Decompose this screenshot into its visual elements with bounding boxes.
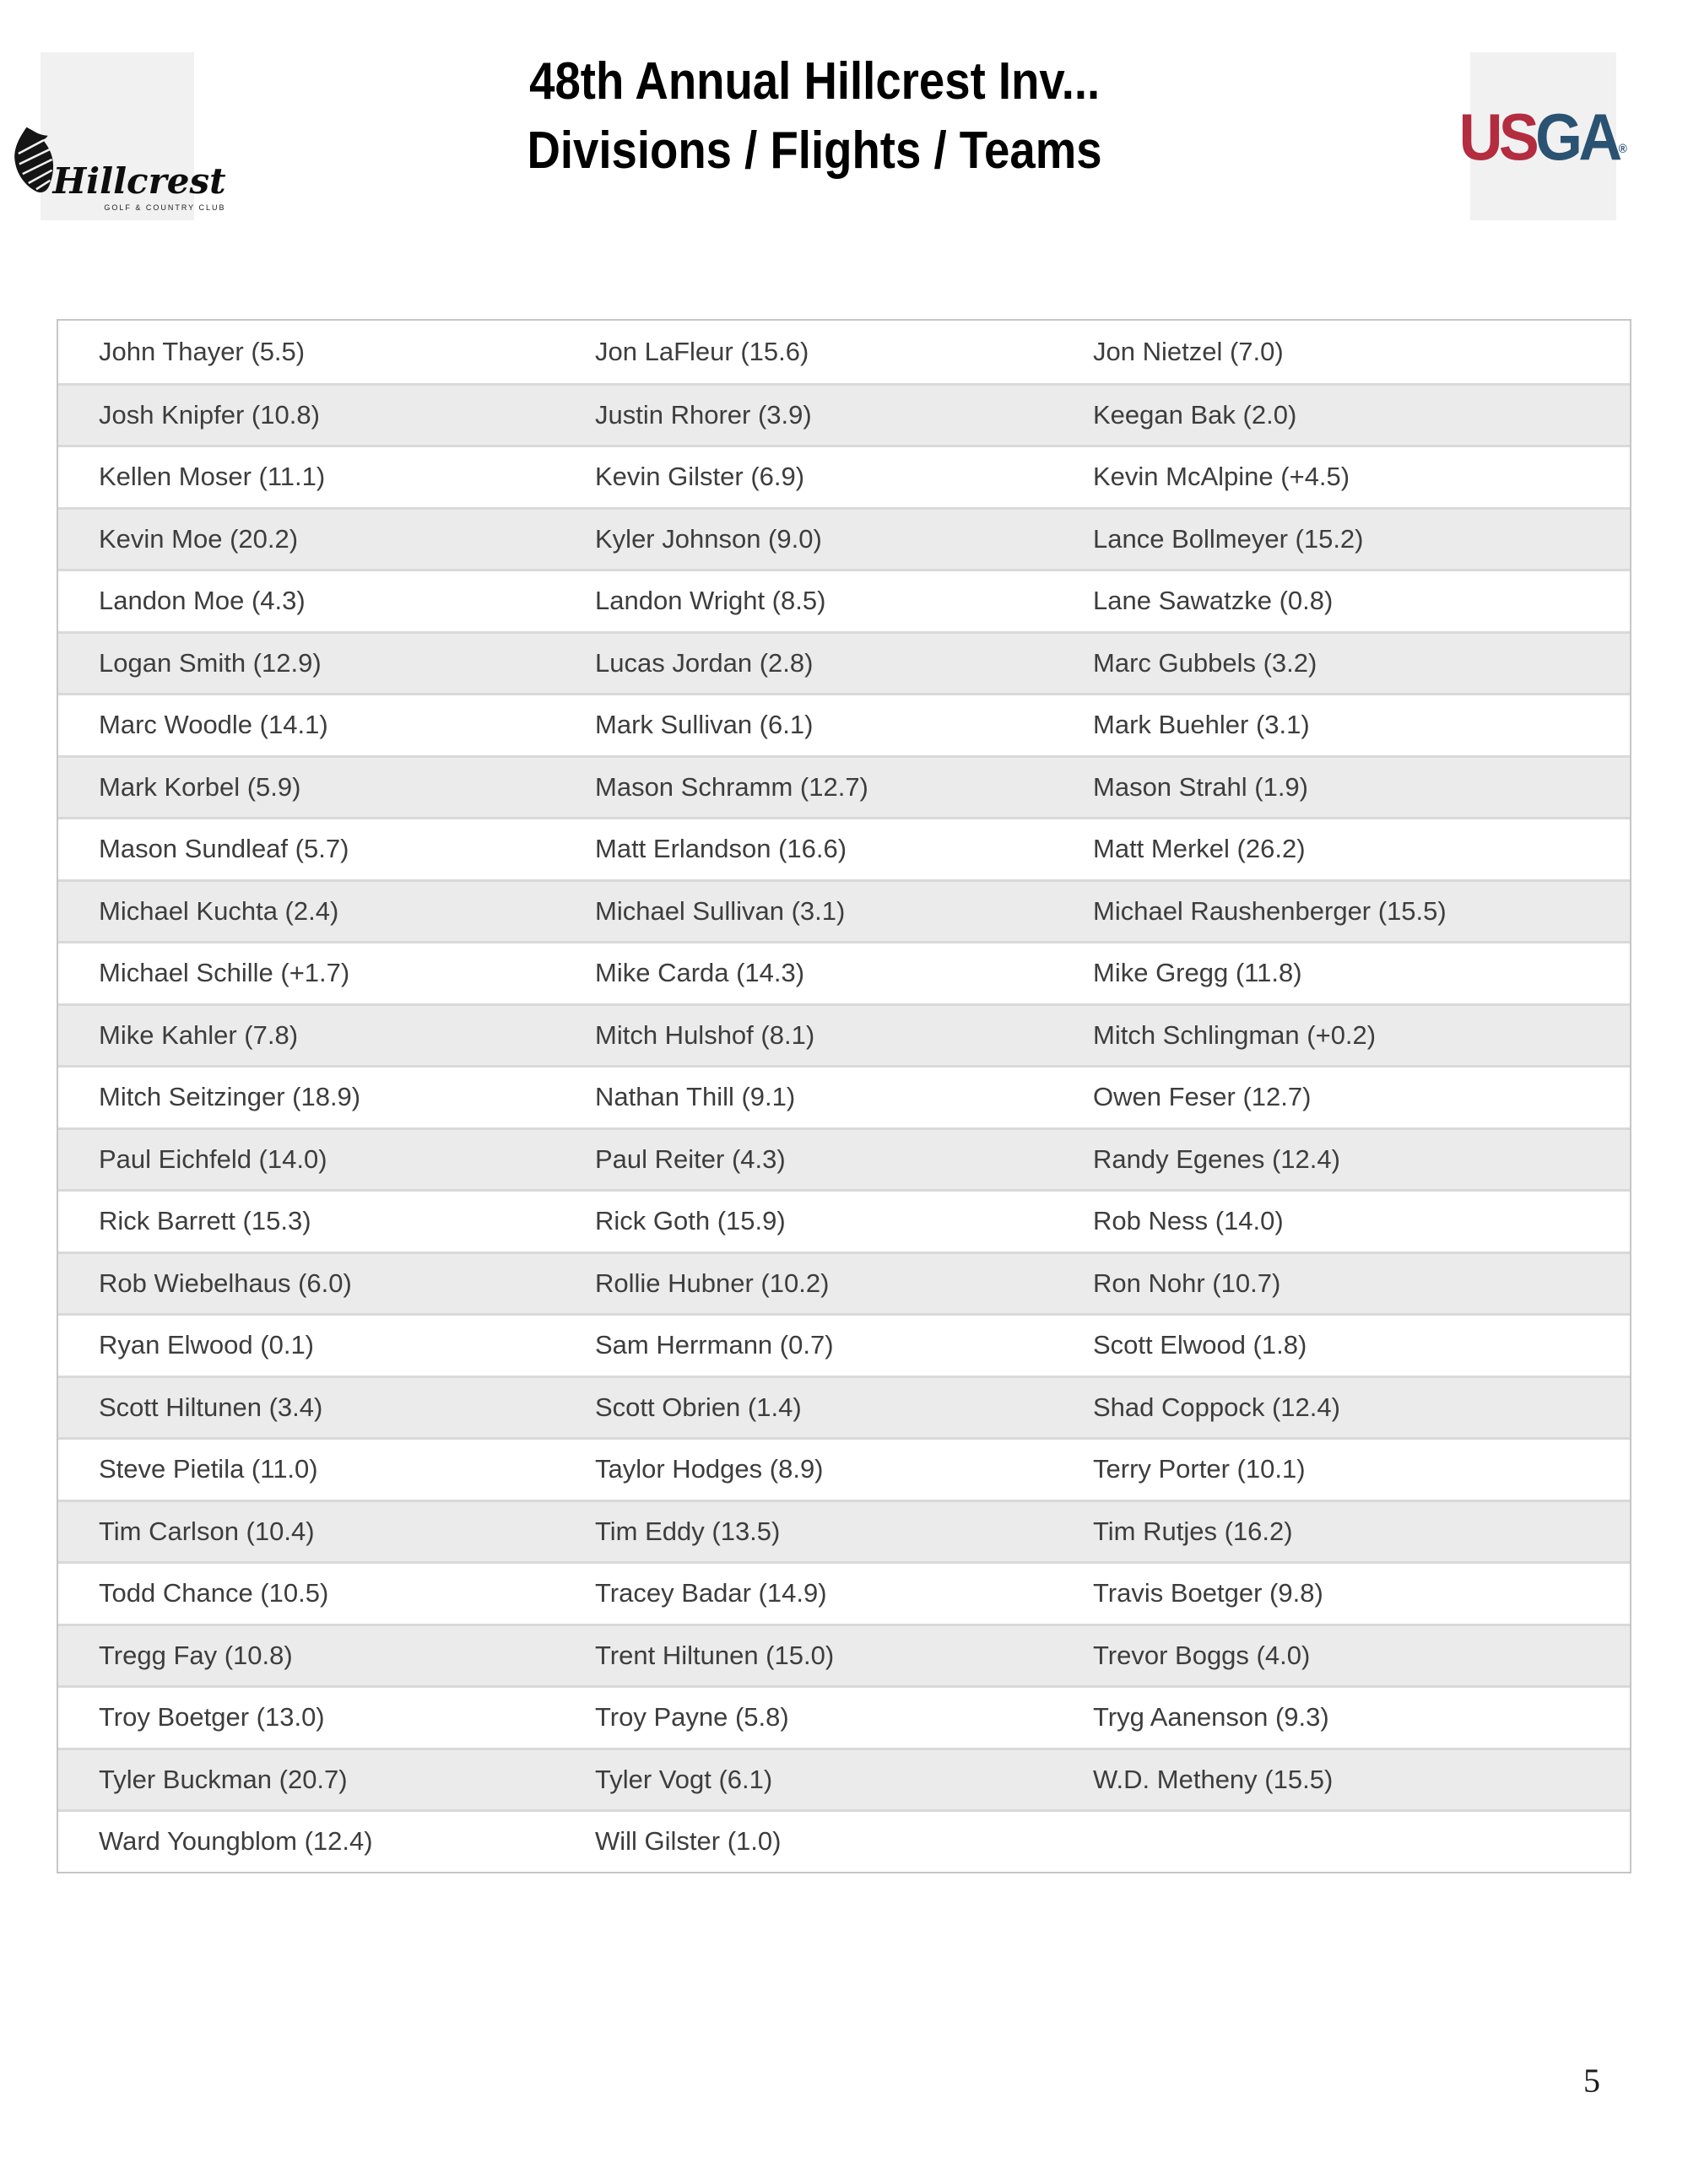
player-cell: Scott Elwood (1.8) — [1093, 1330, 1307, 1360]
usga-logo-us: US — [1458, 99, 1536, 174]
table-row — [58, 631, 1630, 694]
player-cell: Kevin McAlpine (+4.5) — [1093, 462, 1350, 492]
player-cell: Mitch Seitzinger (18.9) — [99, 1082, 361, 1112]
player-cell: Mark Sullivan (6.1) — [595, 710, 814, 740]
hillcrest-logo-text: Hillcrest — [52, 160, 226, 202]
player-cell: Keegan Bak (2.0) — [1093, 399, 1297, 430]
table-row — [58, 507, 1630, 570]
table-row — [58, 1251, 1630, 1314]
roster-table — [57, 319, 1631, 1873]
player-cell: Shad Coppock (12.4) — [1093, 1392, 1340, 1422]
player-cell: Tim Eddy (13.5) — [595, 1516, 781, 1546]
player-cell: Tryg Aanenson (9.3) — [1093, 1702, 1329, 1733]
player-cell: Matt Erlandson (16.6) — [595, 834, 847, 864]
table-row — [58, 1437, 1630, 1500]
table-row — [58, 1189, 1630, 1251]
table-row — [58, 1500, 1630, 1562]
player-cell: Marc Gubbels (3.2) — [1093, 647, 1317, 678]
table-row — [58, 321, 1630, 383]
player-cell: Trent Hiltunen (15.0) — [595, 1640, 835, 1670]
player-cell: Tyler Vogt (6.1) — [595, 1764, 773, 1794]
player-cell: Mark Korbel (5.9) — [99, 771, 301, 802]
table-row — [58, 1624, 1630, 1686]
player-cell: Mitch Hulshof (8.1) — [595, 1019, 815, 1050]
player-cell: Ron Nohr (10.7) — [1093, 1268, 1281, 1298]
player-cell: Ward Youngblom (12.4) — [99, 1826, 373, 1857]
player-cell: Kyler Johnson (9.0) — [595, 523, 822, 554]
player-cell: Paul Reiter (4.3) — [595, 1143, 786, 1174]
player-cell: John Thayer (5.5) — [99, 336, 306, 366]
player-cell: Jon Nietzel (7.0) — [1093, 336, 1284, 366]
player-cell: Mike Kahler (7.8) — [99, 1019, 299, 1050]
table-row — [58, 383, 1630, 446]
player-cell: Rob Ness (14.0) — [1093, 1206, 1284, 1236]
player-cell: Marc Woodle (14.1) — [99, 710, 328, 740]
table-row — [58, 1065, 1630, 1127]
player-cell: Tracey Badar (14.9) — [595, 1578, 827, 1608]
player-cell: Mason Strahl (1.9) — [1093, 771, 1308, 802]
player-cell: Landon Wright (8.5) — [595, 586, 826, 616]
player-cell: Tyler Buckman (20.7) — [99, 1764, 348, 1794]
player-cell: Matt Merkel (26.2) — [1093, 834, 1306, 864]
table-row — [58, 569, 1630, 631]
player-cell: Rollie Hubner (10.2) — [595, 1268, 830, 1298]
player-cell: Landon Moe (4.3) — [99, 586, 306, 616]
player-cell: Steve Pietila (11.0) — [99, 1454, 318, 1484]
player-cell: Michael Raushenberger (15.5) — [1093, 895, 1447, 926]
player-cell: Scott Hiltunen (3.4) — [99, 1392, 323, 1422]
page-title — [0, 47, 1629, 186]
table-row — [58, 941, 1630, 1003]
page-title-line1: 48th Annual Hillcrest Inv... — [528, 52, 1101, 111]
player-cell: Nathan Thill (9.1) — [595, 1082, 796, 1112]
player-cell — [1052, 1812, 1630, 1872]
table-row — [58, 1809, 1630, 1872]
player-cell: Trevor Boggs (4.0) — [1093, 1640, 1311, 1670]
usga-logo — [1458, 52, 1628, 220]
player-cell: Rob Wiebelhaus (6.0) — [99, 1268, 352, 1298]
player-cell: Tim Rutjes (16.2) — [1093, 1516, 1293, 1546]
player-cell: Josh Knipfer (10.8) — [99, 399, 320, 430]
player-cell: Michael Sullivan (3.1) — [595, 895, 846, 926]
player-cell: Owen Feser (12.7) — [1093, 1082, 1312, 1112]
player-cell: Lucas Jordan (2.8) — [595, 647, 814, 678]
player-cell: Travis Boetger (9.8) — [1093, 1578, 1323, 1608]
player-cell: Randy Egenes (12.4) — [1093, 1143, 1340, 1174]
player-cell: Michael Kuchta (2.4) — [99, 895, 339, 926]
table-row — [58, 879, 1630, 942]
usga-logo-ga: GA — [1535, 99, 1619, 174]
player-cell: Terry Porter (10.1) — [1093, 1454, 1306, 1484]
player-cell: Sam Herrmann (0.7) — [595, 1330, 834, 1360]
table-row — [58, 1003, 1630, 1066]
player-cell: Mason Schramm (12.7) — [595, 771, 868, 802]
player-cell: Troy Boetger (13.0) — [99, 1702, 325, 1733]
player-cell: Mike Carda (14.3) — [595, 958, 805, 988]
player-cell: Ryan Elwood (0.1) — [99, 1330, 315, 1360]
player-cell: Todd Chance (10.5) — [99, 1578, 329, 1608]
player-cell: Kevin Gilster (6.9) — [595, 462, 805, 492]
player-cell: Paul Eichfeld (14.0) — [99, 1143, 327, 1174]
player-cell: Tim Carlson (10.4) — [99, 1516, 315, 1546]
player-cell: Rick Barrett (15.3) — [99, 1206, 311, 1236]
player-cell: Troy Payne (5.8) — [595, 1702, 789, 1733]
table-row — [58, 1127, 1630, 1190]
table-row — [58, 755, 1630, 818]
player-cell: Mitch Schlingman (+0.2) — [1093, 1019, 1377, 1050]
table-row — [58, 817, 1630, 879]
player-cell: Kellen Moser (11.1) — [99, 462, 326, 492]
player-cell: W.D. Metheny (15.5) — [1093, 1764, 1334, 1794]
table-row — [58, 1376, 1630, 1438]
page-number: 5 — [1583, 2062, 1600, 2100]
table-row — [58, 1685, 1630, 1748]
table-row — [58, 1313, 1630, 1376]
player-cell: Justin Rhorer (3.9) — [595, 399, 812, 430]
player-cell: Kevin Moe (20.2) — [99, 523, 299, 554]
player-cell: Tregg Fay (10.8) — [99, 1640, 293, 1670]
player-cell: Jon LaFleur (15.6) — [595, 336, 809, 366]
player-cell: Mike Gregg (11.8) — [1093, 958, 1302, 988]
player-cell: Lance Bollmeyer (15.2) — [1093, 523, 1364, 554]
usga-registered-mark: ® — [1618, 141, 1628, 156]
table-row — [58, 693, 1630, 755]
player-cell: Lane Sawatzke (0.8) — [1093, 586, 1334, 616]
table-row — [58, 1561, 1630, 1624]
player-cell: Taylor Hodges (8.9) — [595, 1454, 824, 1484]
player-cell: Mason Sundleaf (5.7) — [99, 834, 349, 864]
table-row — [58, 445, 1630, 507]
player-cell: Rick Goth (15.9) — [595, 1206, 786, 1236]
table-row — [58, 1748, 1630, 1810]
player-cell: Michael Schille (+1.7) — [99, 958, 350, 988]
player-cell: Will Gilster (1.0) — [595, 1826, 782, 1857]
player-cell: Logan Smith (12.9) — [99, 647, 322, 678]
player-cell: Scott Obrien (1.4) — [595, 1392, 802, 1422]
player-cell: Mark Buehler (3.1) — [1093, 710, 1310, 740]
page-title-line2: Divisions / Flights / Teams — [527, 122, 1102, 180]
hillcrest-logo-caption: GOLF & COUNTRY CLUB — [104, 203, 226, 212]
